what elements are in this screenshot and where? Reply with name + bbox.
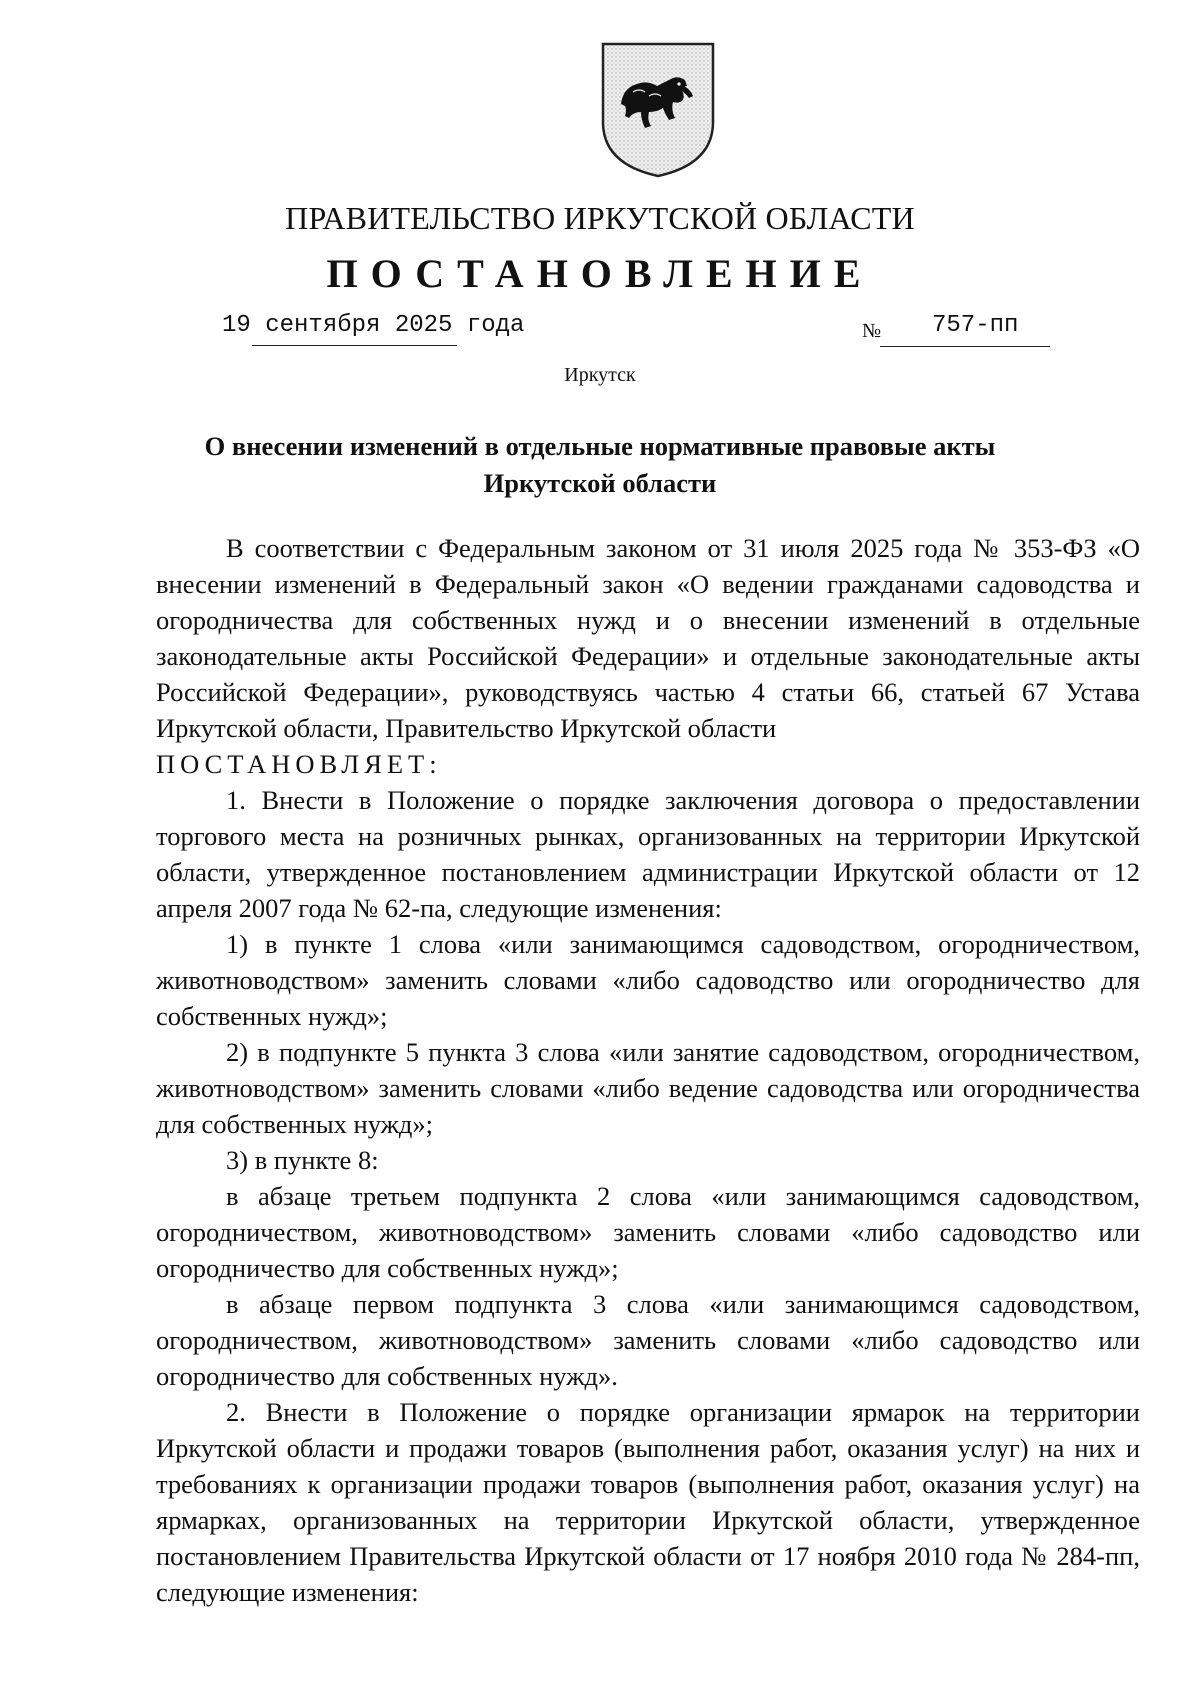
document-title xyxy=(150,428,1050,502)
clause-1-item-3: 3) в пункте 8: xyxy=(226,1145,379,1175)
clause-1-item-1: 1) в пункте 1 слова «или занимающимся садоводством, огородничеством, животноводством» заменить словами «либо садоводство или огородничество для собственных нужд»; xyxy=(156,929,1140,1031)
document-date: 19 сентября 2025 года xyxy=(222,312,525,339)
city-name: Иркутск xyxy=(564,364,636,386)
document-number: 757-пп xyxy=(932,312,1019,339)
clause-2: 2. Внести в Положение о порядке организации ярмарок на территории Иркутской области и продажи товаров (выполнения работ, оказания услуг) на них и требованиях к организации продажи товаров (выполнения работ, оказания услуг) на ярмарках, организованных на территории Иркутской области, утвержденное постановлением Правительства Иркутской области от 17 ноября 2010 года № 284-пп, следующие изменения: xyxy=(156,1397,1140,1607)
clause-1-item-2: 2) в подпункте 5 пункта 3 слова «или занятие садоводством, огородничеством, животноводством» заменить словами «либо ведение садоводства или огородничества для собственных нужд»; xyxy=(156,1037,1140,1139)
government-name: ПРАВИТЕЛЬСТВО ИРКУТСКОЙ ОБЛАСТИ xyxy=(285,200,915,236)
clause-1-item-3-paragraph-a: в абзаце третьем подпункта 2 слова «или занимающимся садоводством, огородничеством, животноводством» заменить словами «либо садоводство или огородничество для собственных нужд»; xyxy=(156,1181,1140,1283)
document-title-line-2: Иркутской области xyxy=(483,468,717,498)
number-sign: № xyxy=(862,320,882,342)
date-underline xyxy=(252,345,457,346)
resolves-heading: ПОСТАНОВЛЯЕТ: xyxy=(156,749,442,779)
clause-1-item-3-paragraph-b: в абзаце первом подпункта 3 слова «или занимающимся садоводством, огородничеством, животноводством» заменить словами «либо садоводство или огородничество для собственных нужд». xyxy=(156,1289,1140,1391)
number-underline xyxy=(880,346,1050,347)
document-type-heading: ПОСТАНОВЛЕНИЕ xyxy=(326,251,874,296)
document-title-line-1: О внесении изменений в отдельные нормативные правовые акты xyxy=(204,431,996,461)
clause-1: 1. Внести в Положение о порядке заключения договора о предоставлении торгового места на розничных рынках, организованных на территории Иркутской области, утвержденное постановлением администрации Иркутской области от 12 апреля 2007 года № 62-па, следующие изменения: xyxy=(156,785,1140,923)
preamble-paragraph: В соответствии с Федеральным законом от 31 июля 2025 года № 353-ФЗ «О внесении изменений в Федеральный закон «О ведении гражданами садоводства и огородничества для собственных нужд и о внесении изменений в отдельные законодательные акты Российской Федерации» и отдельные законодательные акты Российской Федерации», руководствуясь частью 4 статьи 66, статьей 67 Устава Иркутской области, Правительство Иркутской области xyxy=(156,533,1140,743)
document-body xyxy=(156,530,1140,1610)
coat-of-arms-emblem xyxy=(599,40,717,180)
